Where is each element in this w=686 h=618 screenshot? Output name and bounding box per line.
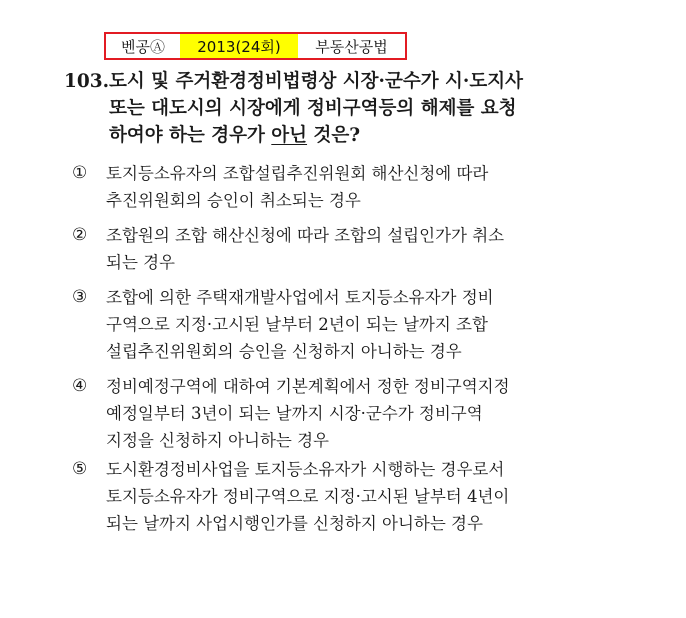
answer-option-4[interactable] xyxy=(72,373,602,454)
question-stem xyxy=(109,68,604,149)
option-text-line: 예정일부터 3년이 되는 날까지 시장·군수가 정비구역 xyxy=(106,404,483,423)
option-text-line: 조합원의 조합 해산신청에 따라 조합의 설립인가가 취소 xyxy=(106,226,505,245)
option-text-line: 되는 날까지 사업시행인가를 신청하지 아니하는 경우 xyxy=(106,514,483,533)
option-text-line: 토지등소유자의 조합설립추진위원회 해산신청에 따라 xyxy=(106,164,489,183)
question xyxy=(64,68,604,149)
option-text-line: 되는 경우 xyxy=(106,253,176,272)
question-tail: 것은? xyxy=(307,125,361,146)
question-line-last xyxy=(109,122,604,149)
question-number: 103. xyxy=(64,71,110,92)
option-marker: ④ xyxy=(72,376,88,396)
question-line: 도시 및 주거환경정비법령상 시장·군수가 시·도지사 xyxy=(109,71,523,92)
option-marker: ② xyxy=(72,225,88,245)
brand-label: 벤공Ⓐ xyxy=(106,34,180,58)
subject-label: 부동산공법 xyxy=(298,34,405,58)
option-text-line: 추진위원회의 승인이 취소되는 경우 xyxy=(106,191,361,210)
answer-option-5[interactable] xyxy=(72,456,602,537)
option-text-line: 지정을 신청하지 아니하는 경우 xyxy=(106,431,329,450)
option-text-line: 토지등소유자가 정비구역으로 지정·고시된 날부터 4년이 xyxy=(106,487,510,506)
option-text-line: 설립추진위원회의 승인을 신청하지 아니하는 경우 xyxy=(106,342,462,361)
option-text-line: 구역으로 지정·고시된 날부터 2년이 되는 날까지 조합 xyxy=(106,315,488,334)
option-marker: ⑤ xyxy=(72,459,88,479)
exam-header xyxy=(104,32,407,60)
option-text-line: 정비예정구역에 대하여 기본계획에서 정한 정비구역지정 xyxy=(106,377,510,396)
option-text-line: 조합에 의한 주택재개발사업에서 토지등소유자가 정비 xyxy=(106,288,494,307)
question-line: 또는 대도시의 시장에게 정비구역등의 해제를 요청 xyxy=(109,98,517,119)
option-marker: ③ xyxy=(72,287,88,307)
answer-option-2[interactable] xyxy=(72,222,602,276)
answer-option-1[interactable] xyxy=(72,160,602,214)
year-label: 2013(24회) xyxy=(180,34,298,58)
option-marker: ① xyxy=(72,163,88,183)
question-line-text: 하여야 하는 경우가 xyxy=(109,125,272,146)
option-text-line: 도시환경정비사업을 토지등소유자가 시행하는 경우로서 xyxy=(106,460,505,479)
answer-option-3[interactable] xyxy=(72,284,602,365)
emphasis-underlined: 아닌 xyxy=(271,125,308,146)
